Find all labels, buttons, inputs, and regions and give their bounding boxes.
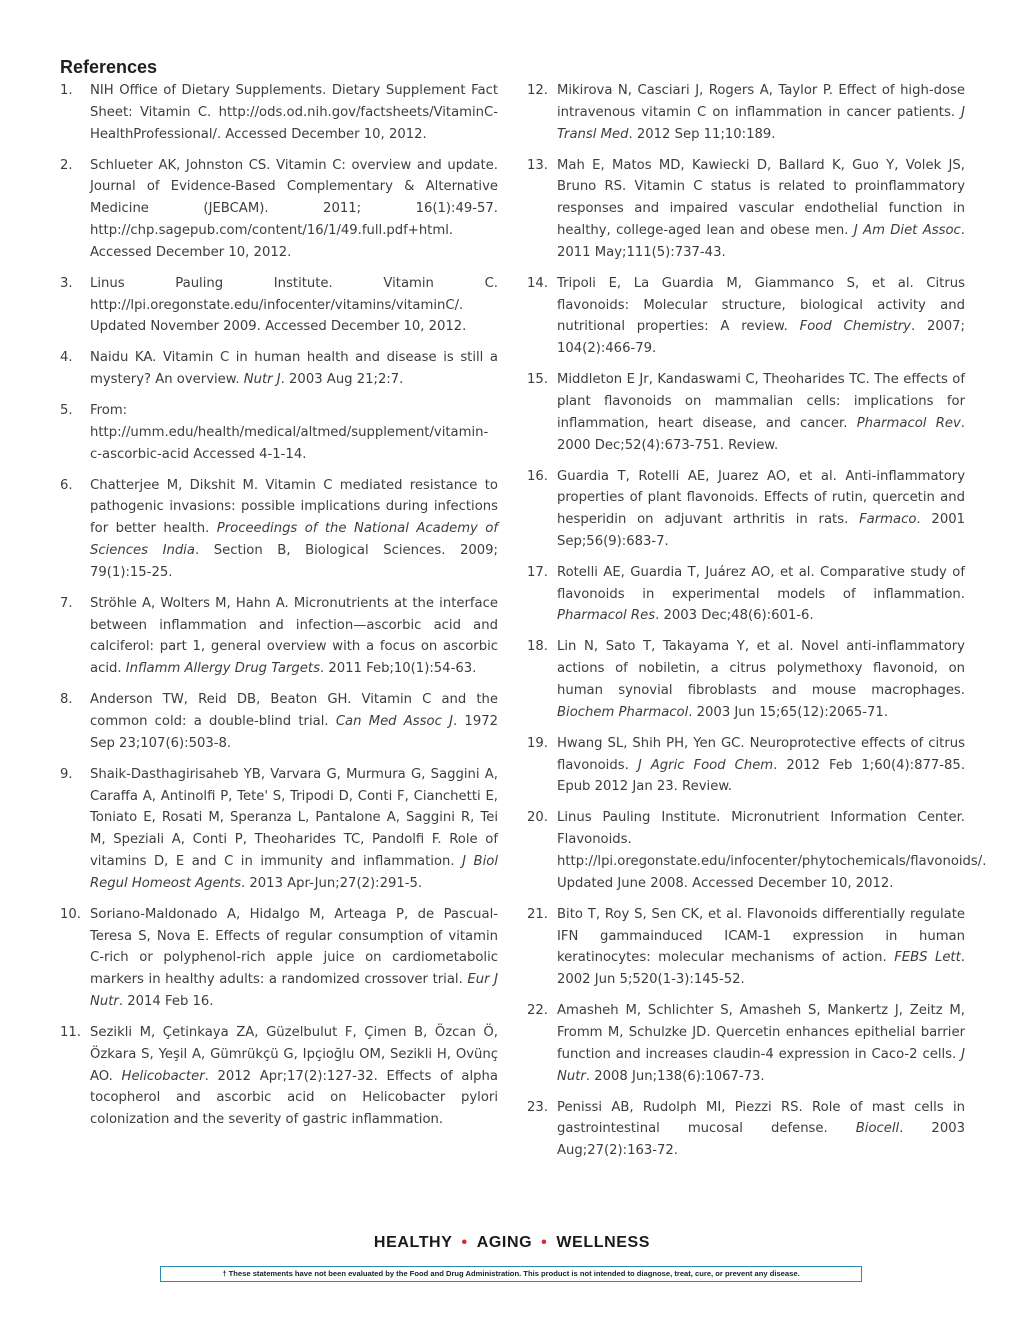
fda-disclaimer: † These statements have not been evaluated by the Food and Drug Administration. This product is not intended to diagnose, treat, cure, or prevent any disease. <box>160 1266 862 1282</box>
reference-text: NIH Office of Dietary Supplements. Dietary Supplement Fact Sheet: Vitamin C. http://ods.od.nih.gov/factsheets/VitaminC-HealthProfessional/. Accessed December 10, 2012. <box>90 83 498 142</box>
reference-item <box>60 400 498 465</box>
reference-number: 18. <box>527 639 548 655</box>
reference-journal: J Transl Med <box>557 104 965 142</box>
reference-text: Amasheh M, Schlichter S, Amasheh S, Mankertz J, Zeitz M, Fromm M, Schulzke JD. Quercetin enhances epithelial barrier function and increases claudin-4 expression in Caco-2 cells. <box>557 1003 965 1062</box>
reference-journal: FEBS Lett <box>894 950 961 966</box>
reference-journal: Inflamm Allergy Drug Targets <box>125 661 320 677</box>
reference-text: Ströhle A, Wolters M, Hahn A. Micronutrients at the interface between inflammation and infection—ascorbic acid and calciferol: part 1, general overview with a focus on ascorbic acid. <box>90 595 498 677</box>
reference-citation: . 2001 Sep;56(9):683-7. <box>557 512 965 549</box>
reference-citation: . 2014 Feb 16. <box>118 993 214 1009</box>
reference-journal: J Biol Regul Homeost Agents <box>90 854 498 891</box>
reference-item <box>527 1000 965 1087</box>
tagline-separator: • <box>541 1234 548 1251</box>
reference-item <box>60 764 498 895</box>
reference-number: 9. <box>60 766 73 782</box>
reference-citation: . 2000 Dec;52(4):673-751. Review. <box>557 415 965 453</box>
reference-citation: . 2003 Aug;27(2):163-72. <box>557 1121 965 1159</box>
reference-number: 16. <box>527 468 548 484</box>
reference-text: Chatterjee M, Dikshit M. Vitamin C mediated resistance to pathogenic invasions: possible implications during infections for better health. <box>90 477 498 537</box>
reference-number: 13. <box>527 157 548 173</box>
reference-item <box>527 80 965 145</box>
reference-item <box>60 347 498 391</box>
reference-item <box>527 636 965 723</box>
reference-item <box>527 155 965 264</box>
tagline-word-healthy: HEALTHY <box>373 1234 453 1251</box>
reference-journal: Nutr J <box>243 372 281 388</box>
references-heading: References <box>60 57 158 77</box>
reference-citation: . 1972 Sep 23;107(6):503-8. <box>90 714 498 751</box>
reference-text: Guardia T, Rotelli AE, Juarez AO, et al. Anti-inflammatory properties of plant flavonoids. Effects of rutin, quercetin and hesperidin on adjuvant arthritis in rats. <box>557 468 965 528</box>
reference-number: 7. <box>60 595 73 611</box>
reference-journal: J Agric Food Chem <box>637 757 774 773</box>
reference-citation: . 2008 Jun;138(6):1067-73. <box>585 1068 765 1084</box>
reference-item <box>60 475 498 584</box>
reference-number: 21. <box>527 906 548 922</box>
reference-text: Tripoli E, La Guardia M, Giammanco S, et al. Citrus flavonoids: Molecular structure, biological activity and nutritional properties: A review. <box>557 275 965 335</box>
reference-journal: Eur J Nutr <box>90 972 498 1009</box>
reference-text: Naidu KA. Vitamin C in human health and disease is still a mystery? An overview. <box>90 350 498 388</box>
reference-item <box>527 562 965 627</box>
reference-number: 4. <box>60 350 73 366</box>
reference-citation: . 2012 Feb 1;60(4):877-85. Epub 2012 Jan 23. Review. <box>557 757 966 795</box>
reference-text: Linus Pauling Institute. Vitamin C. http://lpi.oregonstate.edu/infocenter/vitamins/vitaminC/. Updated November 2009. Accessed December 10, 2012. <box>90 275 498 335</box>
reference-number: 11. <box>60 1024 81 1040</box>
reference-text: Schlueter AK, Johnston CS. Vitamin C: overview and update. Journal of Evidence-Based Complementary & Alternative Medicine (JEBCAM). 2011; 16(1):49-57. http://chp.sagepub.com/content/16/1/49.full.pdf+html. Accessed December 10, 2012. <box>90 157 498 260</box>
reference-item <box>60 904 498 1013</box>
references-column-right <box>527 80 987 1171</box>
reference-item <box>527 733 965 798</box>
reference-citation: . 2007; 104(2):466-79. <box>557 319 965 357</box>
reference-journal: Proceedings of the National Academy of Sciences India <box>90 521 498 559</box>
reference-item <box>60 273 498 338</box>
reference-text: Sezikli M, Çetinkaya ZA, Güzelbulut F, Çimen B, Özcan Ö, Özkara S, Yeşil A, Gümrükçü G, Ipçioğlu OM, Sezikli H, Ovünç AO. <box>90 1024 498 1084</box>
reference-text: Hwang SL, Shih PH, Yen GC. Neuroprotective effects of citrus flavonoids. <box>557 735 965 773</box>
reference-list-left <box>60 80 498 1131</box>
reference-number: 10. <box>60 906 81 922</box>
reference-number: 17. <box>527 564 548 580</box>
reference-journal: Biocell <box>855 1121 900 1137</box>
reference-journal: Can Med Assoc J <box>335 714 453 730</box>
reference-text: Shaik-Dasthagirisaheb YB, Varvara G, Murmura G, Saggini A, Caraffa A, Antinolfi P, Tete' S, Tripodi D, Conti F, Cianchetti E, Toniato E, Rosati M, Speranza L, Pantalone A, Saggini R, Tei M, Speziali A, Conti P, Theoharides TC, Pandolfi F. Role of vitamins D, E and C in immunity and inflammation. <box>90 766 498 869</box>
tagline-word-aging: AGING <box>476 1234 533 1251</box>
reference-item <box>527 273 965 360</box>
reference-citation: . 2012 Apr;17(2):127-32. Effects of alpha tocopherol and ascorbic acid on Helicobacter pylori colonization and the severity of gastric inflammation. <box>90 1068 498 1128</box>
reference-text: Mah E, Matos MD, Kawiecki D, Ballard K, Guo Y, Volek JS, Bruno RS. Vitamin C status is related to proinflammatory responses and impaired vascular endothelial function in healthy, college-aged lean and obese men. <box>557 157 965 238</box>
reference-item <box>60 155 498 264</box>
reference-number: 20. <box>527 810 548 826</box>
reference-item <box>527 369 965 456</box>
reference-item <box>60 80 498 145</box>
reference-citation: . 2003 Aug 21;2:7. <box>280 372 404 388</box>
reference-journal: Farmaco <box>859 512 917 528</box>
reference-journal: J Am Diet Assoc <box>853 222 961 238</box>
footer-tagline <box>0 1234 1024 1252</box>
reference-citation: . 2013 Apr-Jun;27(2):291-5. <box>241 875 423 891</box>
reference-number: 19. <box>527 735 548 751</box>
reference-citation: . 2012 Sep 11;10:189. <box>628 126 776 142</box>
reference-journal: Helicobacter <box>121 1068 205 1084</box>
reference-citation: . 2011 May;111(5):737-43. <box>557 222 965 260</box>
reference-number: 22. <box>527 1003 548 1019</box>
reference-item <box>527 466 965 553</box>
reference-text: Penissi AB, Rudolph MI, Piezzi RS. Role of mast cells in gastrointestinal mucosal defense. <box>557 1099 965 1137</box>
reference-citation: . Section B, Biological Sciences. 2009; 79(1):15-25. <box>90 543 498 580</box>
reference-text: Middleton E Jr, Kandaswami C, Theoharides TC. The effects of plant flavonoids on mammalian cells: implications for inflammation, heart disease, and cancer. <box>557 372 965 431</box>
tagline-word-wellness: WELLNESS <box>556 1234 651 1251</box>
reference-item <box>60 689 498 754</box>
reference-journal: J Nutr <box>557 1046 965 1084</box>
reference-text: Anderson TW, Reid DB, Beaton GH. Vitamin C and the common cold: a double-blind trial. <box>90 692 498 730</box>
reference-item <box>527 904 965 991</box>
reference-citation: . 2002 Jun 5;520(1-3):145-52. <box>557 950 965 988</box>
reference-text: Rotelli AE, Guardia T, Juárez AO, et al. Comparative study of flavonoids in experimental models of inflammation. <box>557 564 965 602</box>
reference-item <box>60 593 498 680</box>
reference-number: 2. <box>60 157 73 173</box>
reference-number: 23. <box>527 1099 548 1115</box>
reference-text: Linus Pauling Institute. Micronutrient Information Center. Flavonoids. http://lpi.oregonstate.edu/infocenter/phytochemicals/flavonoids/. Updated June 2008. Accessed December 10, 2012. <box>557 810 987 891</box>
reference-text: Bito T, Roy S, Sen CK, et al. Flavonoids differentially regulate IFN gammainduced ICAM-1 expression in human keratinocytes: molecular mechanisms of action. <box>557 906 965 966</box>
reference-number: 15. <box>527 372 548 388</box>
reference-number: 6. <box>60 477 73 493</box>
reference-citation: . 2011 Feb;10(1):54-63. <box>319 661 477 677</box>
reference-text: Lin N, Sato T, Takayama Y, et al. Novel anti-inflammatory actions of nobiletin, a citrus polymethoxy flavonoid, on human synovial fibroblasts and mouse macrophages. <box>557 639 965 699</box>
reference-number: 8. <box>60 692 73 708</box>
reference-item <box>527 807 987 894</box>
reference-text: From: http://umm.edu/health/medical/altmed/supplement/vitamin-c-ascorbic-acid Accessed 4-1-14. <box>90 403 489 462</box>
reference-citation: . 2003 Jun 15;65(12):2065-71. <box>688 704 889 720</box>
reference-number: 1. <box>60 83 73 98</box>
reference-number: 12. <box>527 83 548 98</box>
reference-list-right <box>527 80 987 1162</box>
reference-item <box>60 1022 498 1131</box>
reference-journal: Biochem Pharmacol <box>557 704 689 720</box>
reference-text: Mikirova N, Casciari J, Rogers A, Taylor P. Effect of high-dose intravenous vitamin C on inflammation in cancer patients. <box>557 83 965 120</box>
reference-item <box>527 1097 965 1162</box>
reference-number: 5. <box>60 403 73 419</box>
reference-text: Soriano-Maldonado A, Hidalgo M, Arteaga P, de Pascual-Teresa S, Nova E. Effects of regular consumption of vitamin C-rich or polyphenol-rich apple juice on cardiometabolic markers in healthy adults: a randomized crossover trial. <box>90 906 498 988</box>
reference-number: 3. <box>60 275 73 291</box>
reference-journal: Pharmacol Rev <box>856 415 961 431</box>
reference-journal: Pharmacol Res <box>557 608 656 624</box>
reference-number: 14. <box>527 275 548 291</box>
references-column-left <box>60 80 498 1140</box>
reference-citation: . 2003 Dec;48(6):601-6. <box>655 608 814 624</box>
tagline-separator: • <box>461 1234 468 1251</box>
reference-journal: Food Chemistry <box>799 319 911 335</box>
